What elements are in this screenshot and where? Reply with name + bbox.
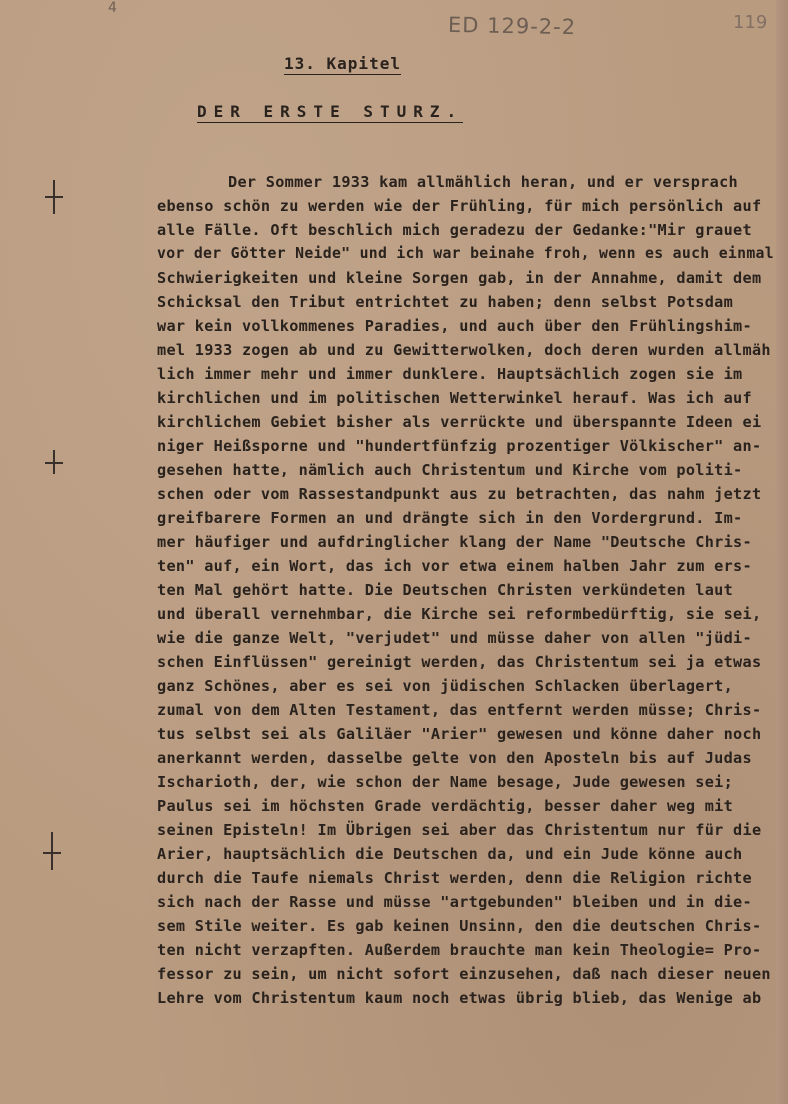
margin-mark — [45, 462, 63, 464]
text-line: durch die Taufe niemals Christ werden, denn die Religion richte — [157, 869, 752, 887]
text-line: Arier, hauptsächlich die Deutschen da, und ein Jude könne auch — [157, 845, 743, 863]
text-line: zumal von dem Alten Testament, das entfernt werden müsse; Chris- — [157, 701, 762, 719]
text-line: ten Mal gehört hatte. Die Deutschen Christen verkündeten laut — [157, 581, 734, 599]
text-line: niger Heißsporne und "hundertfünfzig prozentiger Völkischer" an- — [157, 437, 762, 455]
text-line: kirchlichem Gebiet bisher als verrückte und überspannte Ideen ei — [157, 413, 762, 431]
text-line: gesehen hatte, nämlich auch Christentum und Kirche vom politi- — [157, 461, 743, 479]
text-line: sich nach der Rasse und müsse "artgebunden" bleiben und in die- — [157, 893, 752, 911]
page-number: 119 — [733, 12, 768, 33]
text-line: lich immer mehr und immer dunklere. Hauptsächlich zogen sie im — [157, 365, 743, 383]
text-line: ten nicht verzapften. Außerdem brauchte man kein Theologie= Pro- — [157, 941, 762, 959]
text-line: tus selbst sei als Galiläer "Arier" gewesen und könne daher noch — [157, 725, 762, 743]
text-line: schen oder vom Rassestandpunkt aus zu betrachten, das nahm jetzt — [157, 485, 762, 503]
text-line: schen Einflüssen" gereinigt werden, das Christentum sei ja etwas — [157, 653, 762, 671]
text-line: seinen Episteln! Im Übrigen sei aber das Christentum nur für die — [157, 821, 762, 839]
text-line: greifbarere Formen an und drängte sich in den Vordergrund. Im- — [157, 509, 743, 527]
text-line: Lehre vom Christentum kaum noch etwas übrig blieb, das Wenige ab — [157, 989, 762, 1007]
text-line: kirchlichen und im politischen Wetterwinkel herauf. Was ich auf — [157, 389, 752, 407]
text-line: mer häufiger und aufdringlicher klang der Name "Deutsche Chris- — [157, 533, 752, 551]
text-line: mel 1933 zogen ab und zu Gewitterwolken, doch deren wurden allmäh — [157, 341, 771, 359]
margin-mark — [45, 196, 63, 198]
text-line: ten" auf, ein Wort, das ich vor etwa einem halben Jahr zum ers- — [157, 557, 752, 575]
text-line: Schicksal den Tribut entrichtet zu haben; denn selbst Potsdam — [157, 293, 734, 311]
text-line: Der Sommer 1933 kam allmählich heran, und er versprach — [228, 173, 738, 191]
text-line: anerkannt werden, dasselbe gelte von den Aposteln bis auf Judas — [157, 749, 752, 767]
chapter-title: DER ERSTE STURZ. — [197, 102, 464, 121]
text-line: sem Stile weiter. Es gab keinen Unsinn, den die deutschen Chris- — [157, 917, 762, 935]
text-line: Schwierigkeiten und kleine Sorgen gab, in der Annahme, damit dem — [157, 269, 762, 287]
text-line: fessor zu sein, um nicht sofort einzusehen, daß nach dieser neuen — [157, 965, 771, 983]
text-line: ebenso schön zu werden wie der Frühling, für mich persönlich auf — [157, 197, 762, 215]
text-line: und überall vernehmbar, die Kirche sei reformbedürftig, sie sei, — [157, 605, 762, 623]
text-line: war kein vollkommenes Paradies, und auch über den Frühlingshim- — [157, 317, 752, 335]
text-line: wie die ganze Welt, "verjudet" und müsse daher von allen "jüdi- — [157, 629, 752, 647]
margin-mark — [43, 852, 61, 854]
margin-mark — [51, 832, 53, 870]
text-line: Paulus sei im höchsten Grade verdächtig, besser daher weg mit — [157, 797, 734, 815]
text-line: alle Fälle. Oft beschlich mich geradezu der Gedanke:"Mir grauet — [157, 221, 752, 239]
page-edge — [776, 0, 788, 1104]
archive-code: ED 129-2-2 — [447, 12, 577, 40]
text-line: Ischarioth, der, wie schon der Name besage, Jude gewesen sei; — [157, 773, 734, 791]
text-line: ganz Schönes, aber es sei von jüdischen Schlacken überlagert, — [157, 677, 734, 695]
chapter-heading: 13. Kapitel — [284, 54, 401, 73]
text-line: vor der Götter Neide" und ich war beinahe froh, wenn es auch einmal — [157, 245, 774, 262]
corner-mark: 4 — [108, 0, 117, 16]
